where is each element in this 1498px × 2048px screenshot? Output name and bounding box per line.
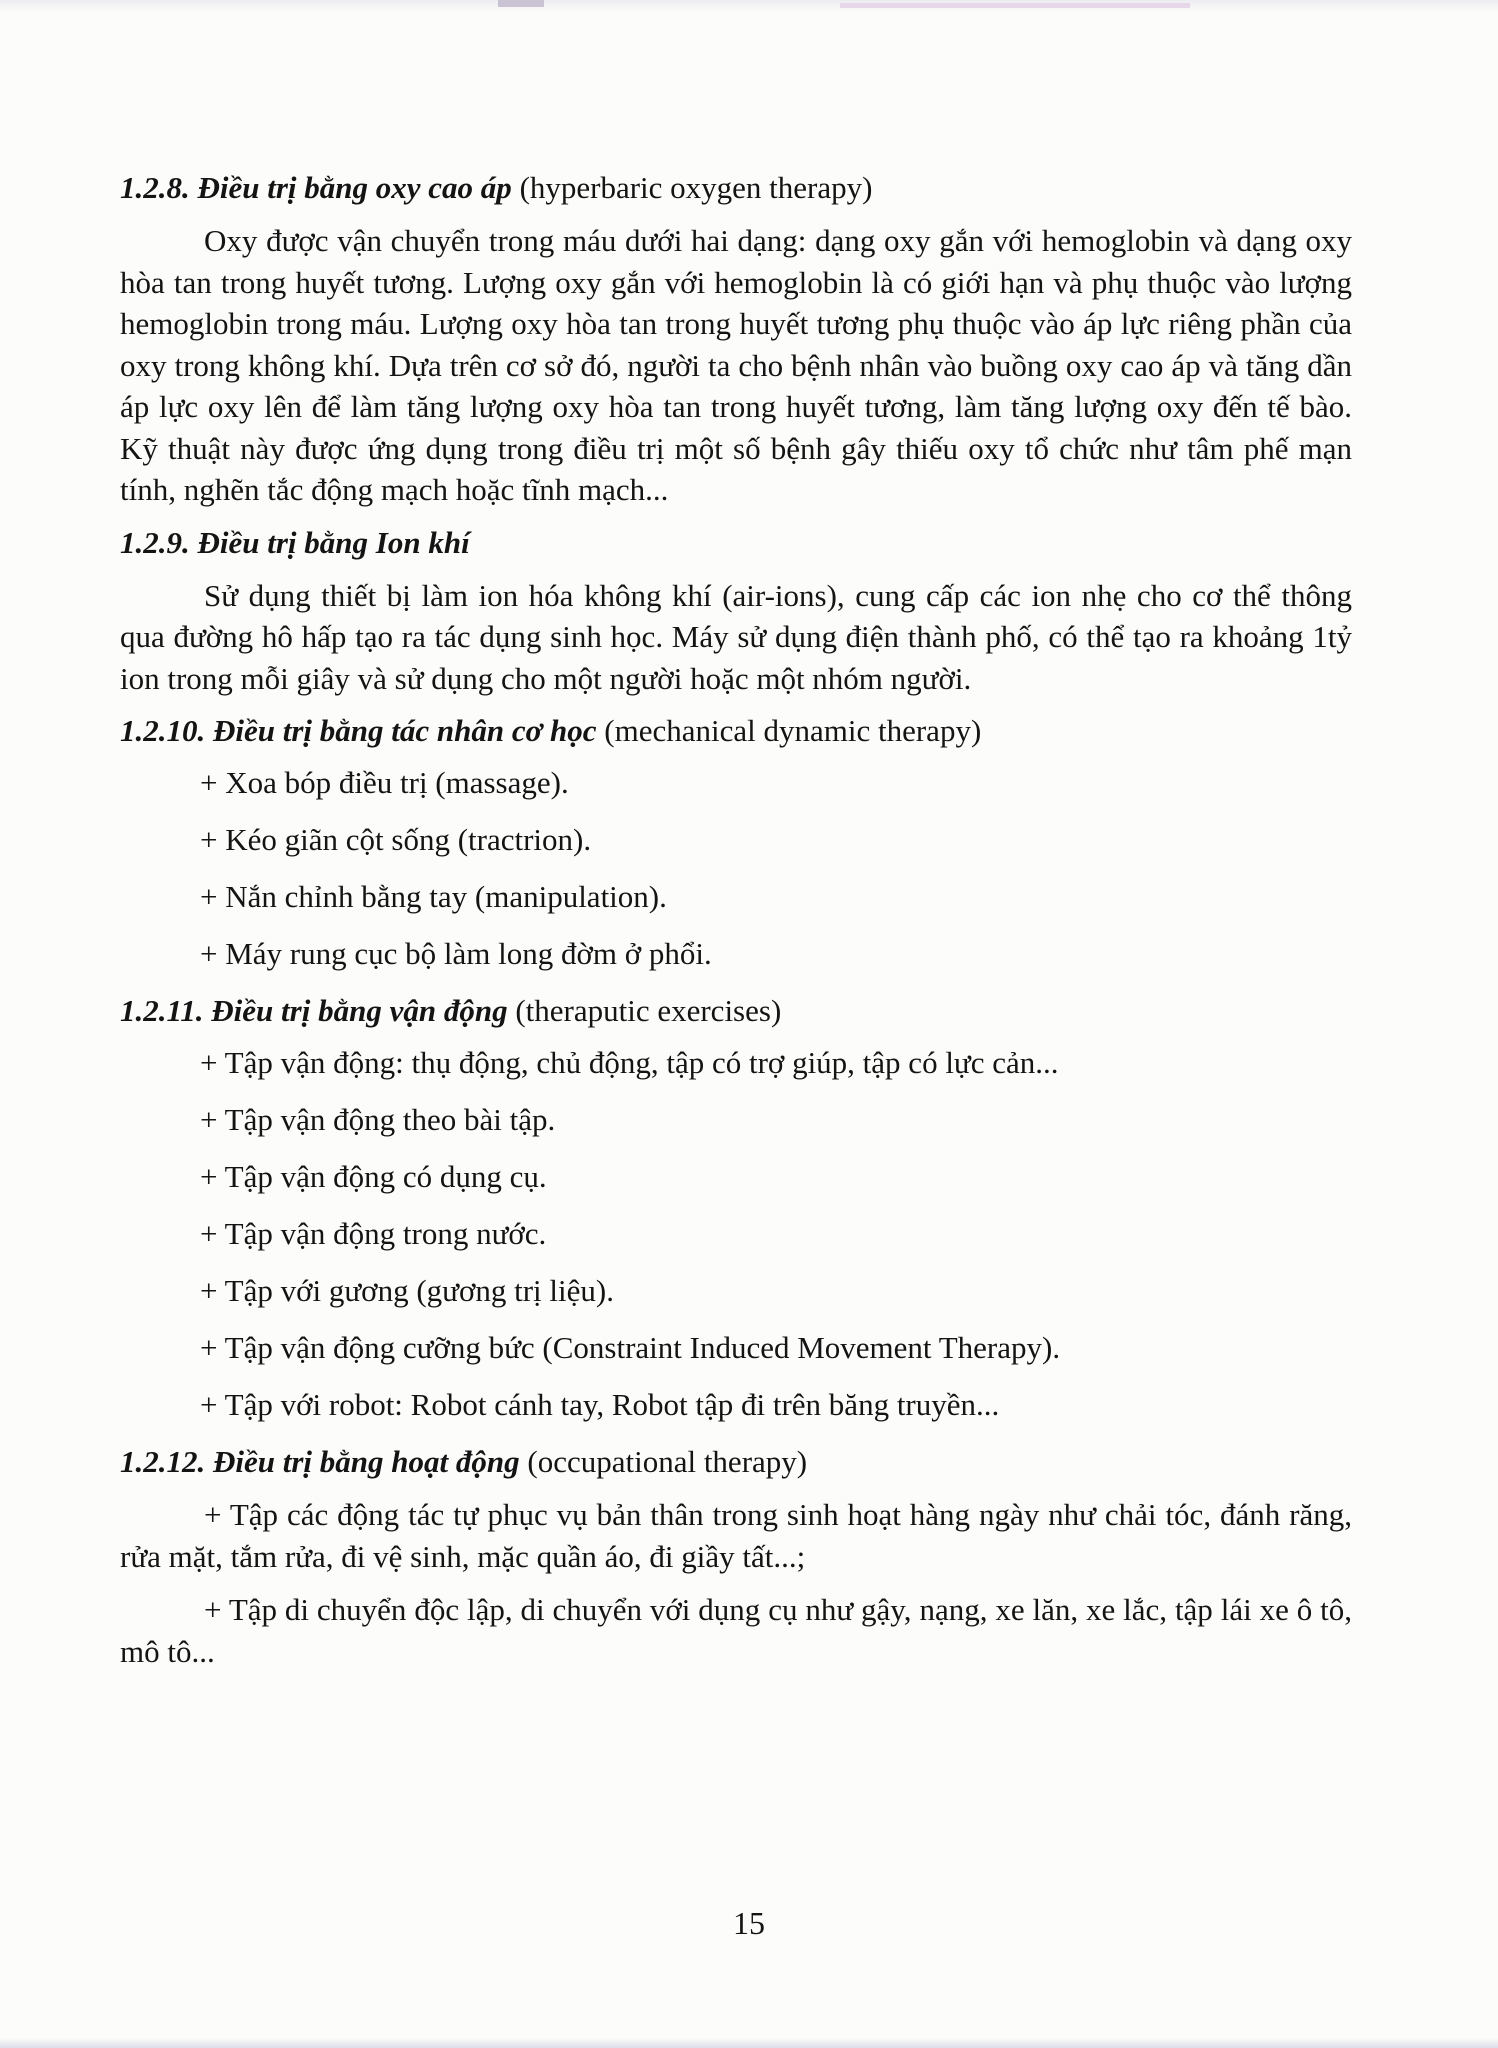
section-heading bbox=[120, 711, 1352, 751]
paragraph: + Tập di chuyển độc lập, di chuyển với dụng cụ như gậy, nạng, xe lăn, xe lắc, tập lái xe ô tô, mô tô... bbox=[120, 1592, 1352, 1669]
section-title: Điều trị bằng hoạt động bbox=[213, 1444, 520, 1479]
list-item: + Xoa bóp điều trị (massage). bbox=[200, 765, 569, 800]
list-item: + Tập vận động theo bài tập. bbox=[200, 1102, 556, 1137]
paragraph: + Tập các động tác tự phục vụ bản thân trong sinh hoạt hàng ngày như chải tóc, đánh răng, rửa mặt, tắm rửa, đi vệ sinh, mặc quần áo, đi giầy tất...; bbox=[120, 1497, 1352, 1574]
section-mechanical-therapy bbox=[120, 711, 1352, 974]
list-item: + Tập với robot: Robot cánh tay, Robot tập đi trên băng truyền... bbox=[200, 1387, 1000, 1422]
section-hyperbaric-oxygen bbox=[120, 168, 1352, 511]
section-subtitle: (hyperbaric oxygen therapy) bbox=[519, 170, 873, 205]
section-number: 1.2.11. bbox=[120, 993, 204, 1028]
section-number: 1.2.8. bbox=[120, 170, 190, 205]
section-number: 1.2.9. bbox=[120, 524, 190, 560]
section-heading bbox=[120, 1442, 1352, 1482]
section-number: 1.2.12. bbox=[120, 1444, 206, 1479]
section-exercise-therapy bbox=[120, 991, 1352, 1425]
paragraph: Sử dụng thiết bị làm ion hóa không khí (air-ions), cung cấp các ion nhẹ cho cơ thể thông qua đường hô hấp tạo ra tác dụng sinh học. Máy sử dụng điện thành phố, có thể tạo ra khoảng 1tỷ ion trong mỗi giây và sử dụng cho một người hoặc một nhóm người. bbox=[120, 577, 1352, 696]
section-number: 1.2.10. bbox=[120, 713, 206, 748]
section-title: Điều trị bằng oxy cao áp bbox=[197, 170, 512, 205]
section-heading bbox=[120, 991, 1352, 1031]
scan-mark bbox=[840, 3, 1190, 8]
section-air-ions bbox=[120, 523, 1352, 700]
page-content bbox=[120, 168, 1352, 1684]
bullet-list bbox=[120, 1043, 1352, 1425]
list-item: + Kéo giãn cột sống (tractrion). bbox=[200, 822, 592, 857]
list-item: + Tập vận động cưỡng bức (Constraint Induced Movement Therapy). bbox=[200, 1330, 1061, 1365]
bullet-list bbox=[120, 763, 1352, 974]
scan-edge-bottom bbox=[0, 2038, 1498, 2048]
section-subtitle: (mechanical dynamic therapy) bbox=[604, 713, 982, 748]
list-item: + Tập vận động: thụ động, chủ động, tập có trợ giúp, tập có lực cản... bbox=[200, 1045, 1059, 1080]
section-title: Điều trị bằng tác nhân cơ học bbox=[213, 713, 597, 748]
section-subtitle: (theraputic exercises) bbox=[515, 993, 782, 1028]
section-title: Điều trị bằng vận động bbox=[211, 993, 508, 1028]
list-item: + Nắn chỉnh bằng tay (manipulation). bbox=[200, 879, 667, 914]
page-number: 15 bbox=[733, 1905, 765, 1941]
scan-edge-top bbox=[0, 0, 1498, 12]
section-title: Điều trị bằng Ion khí bbox=[197, 524, 470, 560]
list-item: + Tập vận động trong nước. bbox=[200, 1216, 547, 1251]
list-item: + Tập với gương (gương trị liệu). bbox=[200, 1273, 614, 1308]
section-heading bbox=[120, 168, 1352, 208]
section-occupational-therapy bbox=[120, 1442, 1352, 1672]
list-item: + Tập vận động có dụng cụ. bbox=[200, 1159, 547, 1194]
paragraph: Oxy được vận chuyển trong máu dưới hai dạng: dạng oxy gắn với hemoglobin và dạng oxy hòa tan trong huyết tương. Lượng oxy gắn với hemoglobin là có giới hạn và phụ thuộc vào lượng hemoglobin trong máu. Lượng oxy hòa tan trong huyết tương phụ thuộc vào áp lực riêng phần của oxy trong không khí. Dựa trên cơ sở đó, người ta cho bệnh nhân vào buồng oxy cao áp và tăng dần áp lực oxy lên để làm tăng lượng oxy hòa tan trong huyết tương, làm tăng lượng oxy đến tế bào. Kỹ thuật này được ứng dụng trong điều trị một số bệnh gây thiếu oxy tổ chức như tâm phế mạn tính, nghẽn tắc động mạch hoặc tĩnh mạch... bbox=[120, 223, 1352, 507]
section-subtitle: (occupational therapy) bbox=[527, 1444, 808, 1479]
section-heading bbox=[120, 523, 1352, 563]
list-item: + Máy rung cục bộ làm long đờm ở phổi. bbox=[200, 936, 712, 971]
scan-mark bbox=[498, 0, 544, 7]
